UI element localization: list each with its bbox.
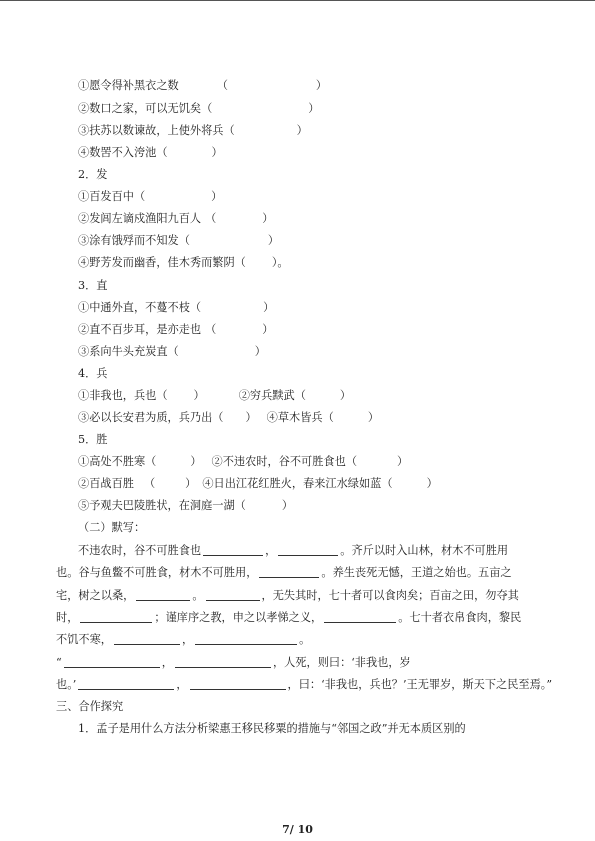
item-text: ②不违农时，谷不可胜食也 bbox=[211, 455, 346, 468]
close-paren: ） bbox=[185, 477, 197, 490]
close-paren: ） bbox=[315, 79, 328, 92]
close-paren: ） bbox=[211, 146, 223, 159]
fill-blank[interactable] bbox=[190, 679, 286, 690]
open-paren: （ bbox=[345, 455, 358, 468]
open-paren: （ bbox=[156, 389, 168, 402]
open-paren: （ bbox=[381, 477, 393, 490]
item-line bbox=[78, 190, 222, 204]
item-line bbox=[78, 455, 408, 469]
question-text: 1．孟子是用什么方法分析梁惠王移民移粟的措施与“邻国之政”并无本质区别的 bbox=[78, 722, 466, 735]
open-paren: （ bbox=[133, 190, 146, 203]
close-paren: ） bbox=[190, 455, 202, 468]
item-line bbox=[78, 256, 289, 270]
dictation-text: 也。’ bbox=[56, 678, 77, 691]
fill-blank[interactable] bbox=[80, 612, 152, 623]
open-paren: （ bbox=[189, 301, 202, 314]
period: 。 bbox=[299, 633, 311, 646]
open-paren: （ bbox=[234, 256, 246, 269]
close-paren: ） bbox=[426, 477, 438, 490]
dictation-text: 也。谷与鱼鳖不可胜食，材木不可胜用， bbox=[56, 566, 258, 579]
dictation-text: ，无失其时，七十者可以食肉矣；百亩之田，勿夺其 bbox=[261, 589, 519, 602]
dictation-line bbox=[56, 566, 512, 580]
open-paren: （ bbox=[145, 455, 157, 468]
open-paren: （ bbox=[322, 411, 334, 424]
fill-blank[interactable] bbox=[195, 634, 297, 645]
close-paren: ） bbox=[308, 102, 320, 115]
item-line bbox=[78, 411, 379, 425]
item-text: ②数口之家，可以无饥矣 bbox=[78, 102, 202, 115]
item-text: ⑤予观夫巴陵胜状，在洞庭一湖 bbox=[78, 499, 235, 512]
page-number: 7/ 10 bbox=[282, 823, 313, 836]
comma: ， bbox=[181, 633, 194, 646]
dictation-text: 不违农时，谷不可胜食也 bbox=[78, 544, 202, 557]
dictation-text: 宅，树之以桑， bbox=[56, 589, 135, 602]
open-paren: （ bbox=[178, 234, 190, 247]
close-paren: ） bbox=[267, 234, 280, 247]
dictation-text: ，曰：‘非我也，兵也？’王无罪岁，斯天下之民至焉。” bbox=[287, 678, 553, 691]
item-text: ③必以长安君为质，兵乃出 bbox=[78, 411, 213, 424]
dictation-text: 时， bbox=[56, 611, 79, 624]
item-text: ④草木皆兵 bbox=[266, 411, 323, 424]
dictation-line bbox=[56, 656, 411, 670]
item-text: ②发闾左谪戍渔阳九百人 bbox=[78, 212, 202, 225]
item-line bbox=[78, 234, 279, 248]
item-text: ③系向牛头充炭直 bbox=[78, 345, 168, 358]
item-text: ④野芳发而幽香，佳木秀而繁阴 bbox=[78, 256, 235, 269]
fill-blank[interactable] bbox=[114, 634, 180, 645]
item-text: ①愿令得补黑衣之数 bbox=[78, 79, 179, 92]
item-text: ①百发百中 bbox=[78, 190, 134, 203]
dictation-text: 。养生丧死无憾，王道之始也。五亩之 bbox=[321, 566, 512, 579]
dictation-line bbox=[78, 544, 508, 558]
close-paren: ） bbox=[262, 212, 274, 225]
close-paren: ） bbox=[245, 411, 257, 424]
close-paren: ） bbox=[254, 345, 266, 358]
comma: ， bbox=[265, 544, 277, 557]
fill-blank[interactable] bbox=[78, 679, 174, 690]
section-heading: 3．直 bbox=[78, 279, 108, 292]
open-paren: （ bbox=[216, 79, 228, 92]
close-paren: ） bbox=[211, 190, 223, 203]
item-text: ①非我也，兵也 bbox=[78, 389, 157, 402]
dictation-text: ，人死，则曰：‘非我也，岁 bbox=[272, 656, 411, 669]
open-paren: （ bbox=[294, 389, 306, 402]
close-paren: ） bbox=[262, 323, 274, 336]
item-line bbox=[78, 345, 266, 359]
item-text: ②直不百步耳，是亦走也 bbox=[78, 323, 202, 336]
close-paren: ） bbox=[281, 499, 294, 512]
item-text: ②百战百胜 bbox=[78, 477, 134, 490]
section-heading: 2．发 bbox=[78, 168, 108, 181]
open-paren: （ bbox=[143, 477, 156, 490]
item-text: ③涂有饿殍而不知发 bbox=[78, 234, 179, 247]
dictation-text: 。七十者衣帛食肉，黎民 bbox=[398, 611, 522, 624]
fill-blank[interactable] bbox=[64, 657, 160, 668]
item-line bbox=[78, 102, 319, 116]
fill-blank[interactable] bbox=[175, 657, 271, 668]
close-paren: ） bbox=[367, 411, 380, 424]
item-text: ①高处不胜寒 bbox=[78, 455, 146, 468]
item-line bbox=[78, 301, 274, 315]
dictation-line bbox=[56, 611, 521, 625]
top-border-line bbox=[0, 0, 595, 1]
item-line bbox=[78, 79, 327, 93]
close-paren: ） bbox=[193, 389, 205, 402]
section-heading: 5．胜 bbox=[78, 433, 108, 446]
dictation-line bbox=[56, 589, 519, 603]
dictation-text: 不饥不寒， bbox=[56, 633, 112, 646]
dictation-text: 。齐斤以时入山林，材木不可胜用 bbox=[340, 544, 509, 557]
dictation-text: “ bbox=[56, 656, 62, 669]
item-line bbox=[78, 124, 308, 138]
item-text: ④数罟不入洿池 bbox=[78, 146, 157, 159]
section-heading: 三、合作探究 bbox=[56, 700, 124, 713]
item-text: ④日出江花红胜火，春来江水绿如蓝 bbox=[202, 477, 382, 490]
item-line bbox=[78, 499, 293, 513]
comma: ， bbox=[176, 678, 188, 691]
dictation-heading: （二）默写： bbox=[78, 521, 146, 534]
open-paren: （ bbox=[205, 323, 217, 336]
dictation-line bbox=[56, 678, 552, 692]
comma: ， bbox=[161, 656, 173, 669]
item-text: ③扶苏以数谏故，上使外将兵 bbox=[78, 124, 224, 137]
close-paren: ） bbox=[296, 124, 308, 137]
dictation-line bbox=[56, 633, 310, 647]
open-paren: （ bbox=[167, 345, 179, 358]
item-line bbox=[78, 212, 273, 226]
close-paren: ） bbox=[263, 301, 275, 314]
fill-blank[interactable] bbox=[136, 590, 190, 601]
open-paren: （ bbox=[205, 212, 217, 225]
open-paren: （ bbox=[156, 146, 168, 159]
item-line bbox=[78, 477, 438, 491]
fill-blank[interactable] bbox=[324, 612, 396, 623]
section-heading: 4．兵 bbox=[78, 367, 108, 380]
close-paren: ） bbox=[339, 389, 352, 402]
open-paren: （ bbox=[234, 499, 246, 512]
dictation-text: ；谨庠序之教，申之以孝悌之义， bbox=[154, 611, 323, 624]
open-paren: （ bbox=[223, 124, 235, 137]
close-paren: ）。 bbox=[271, 256, 289, 269]
item-text: ①中通外直，不蔓不枝 bbox=[78, 301, 190, 314]
item-line bbox=[78, 323, 273, 337]
close-paren: ） bbox=[397, 455, 409, 468]
open-paren: （ bbox=[201, 102, 213, 115]
fill-blank[interactable] bbox=[203, 545, 263, 556]
item-text: ②穷兵黩武 bbox=[238, 389, 295, 402]
fill-blank[interactable] bbox=[278, 545, 338, 556]
item-line bbox=[78, 389, 351, 403]
item-line bbox=[78, 146, 223, 160]
fill-blank[interactable] bbox=[259, 567, 319, 578]
open-paren: （ bbox=[212, 411, 224, 424]
period: 。 bbox=[192, 589, 204, 602]
fill-blank[interactable] bbox=[206, 590, 260, 601]
